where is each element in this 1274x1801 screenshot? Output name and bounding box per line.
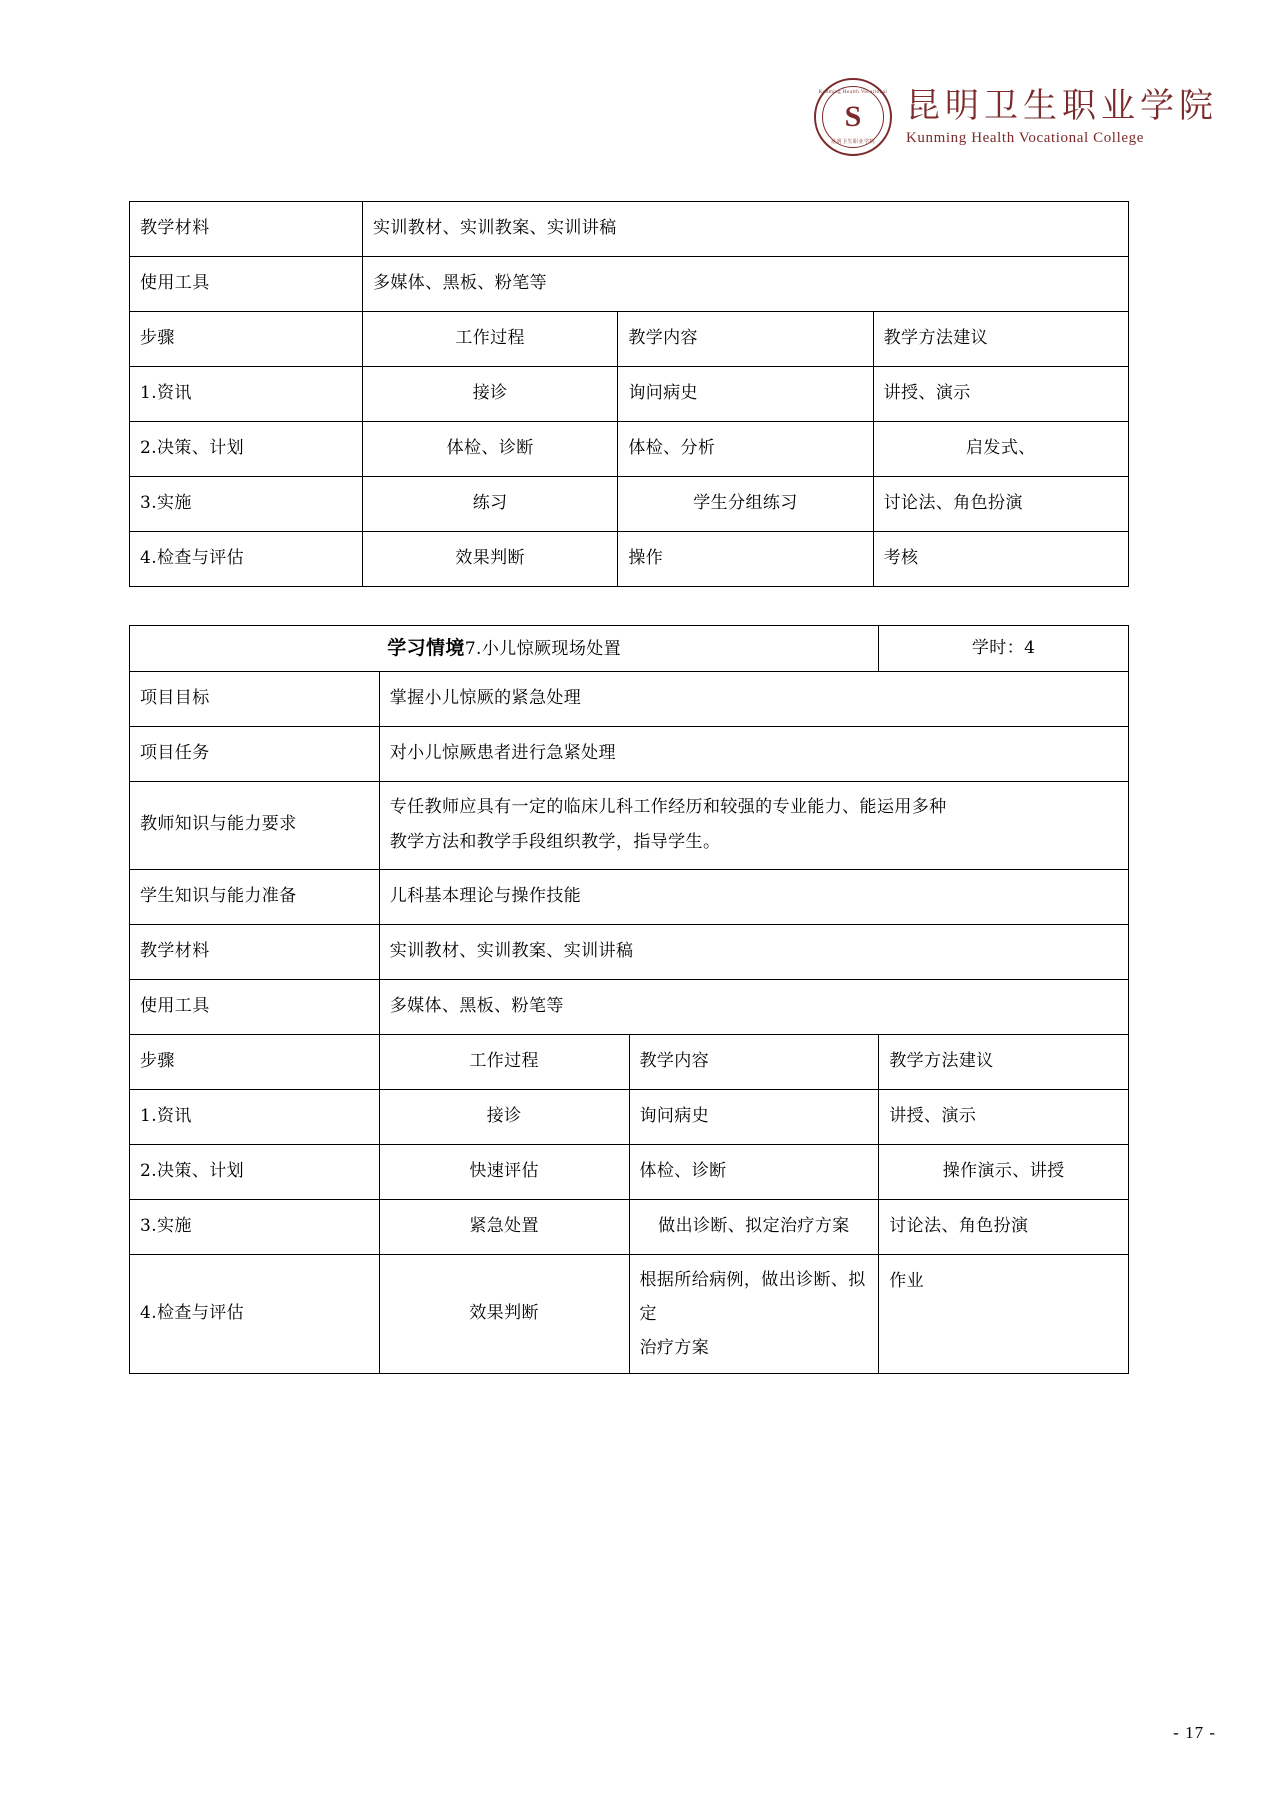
teacher-req-line-2: 教学方法和教学手段组织教学，指导学生。 xyxy=(389,832,721,853)
cell-student-prep-label: 学生知识与能力准备 xyxy=(130,869,380,924)
cell-step-method: 启发式、 xyxy=(873,422,1128,477)
cell-step-content: 询问病史 xyxy=(618,367,873,422)
table-header-row xyxy=(130,312,1129,367)
table-row xyxy=(130,1089,1129,1144)
cell-materials-label: 教学材料 xyxy=(130,202,363,257)
cell-step-label: 2.决策、计划 xyxy=(130,422,363,477)
hours-value: 4 xyxy=(1024,637,1036,658)
college-logo xyxy=(814,78,1218,156)
step-content-line-2: 治疗方案 xyxy=(639,1337,710,1358)
situation-title-prefix: 学习情境 xyxy=(387,637,465,659)
table-title-row xyxy=(130,626,1129,672)
cell-step-label: 2.决策、计划 xyxy=(130,1144,380,1199)
table-row xyxy=(130,257,1129,312)
cell-step-header-content: 教学内容 xyxy=(629,1034,879,1089)
table-row xyxy=(130,781,1129,869)
cell-step-process: 练习 xyxy=(363,477,618,532)
cell-step-header-label: 步骤 xyxy=(130,312,363,367)
cell-student-prep-value: 儿科基本理论与操作技能 xyxy=(379,869,1128,924)
table-row xyxy=(130,869,1129,924)
cell-step-method: 讨论法、角色扮演 xyxy=(879,1199,1129,1254)
table-row xyxy=(130,671,1129,726)
cell-tools-value: 多媒体、黑板、粉笔等 xyxy=(363,257,1129,312)
situation-title-main: 7.小儿惊厥现场处置 xyxy=(464,639,622,659)
cell-step-process: 紧急处置 xyxy=(379,1199,629,1254)
cell-step-header-method: 教学方法建议 xyxy=(873,312,1128,367)
cell-objective-label: 项目目标 xyxy=(130,671,380,726)
cell-step-process: 接诊 xyxy=(363,367,618,422)
cell-step-process: 快速评估 xyxy=(379,1144,629,1199)
cell-step-header-label: 步骤 xyxy=(130,1034,380,1089)
table-row xyxy=(130,726,1129,781)
cell-step-label: 1.资讯 xyxy=(130,367,363,422)
seal-ring-top-text: Kunming Health Vocational xyxy=(818,90,888,95)
cell-step-process: 效果判断 xyxy=(363,532,618,587)
cell-step-content: 询问病史 xyxy=(629,1089,879,1144)
cell-step-header-process: 工作过程 xyxy=(363,312,618,367)
page-number: - 17 - xyxy=(1173,1723,1216,1742)
teacher-req-line-1: 专任教师应具有一定的临床儿科工作经历和较强的专业能力、能运用多种 xyxy=(389,796,947,817)
table-row xyxy=(130,1144,1129,1199)
cell-step-content xyxy=(629,1254,879,1373)
cell-step-content: 学生分组练习 xyxy=(618,477,873,532)
cell-step-content: 体检、诊断 xyxy=(629,1144,879,1199)
table-row xyxy=(130,1199,1129,1254)
table-row xyxy=(130,202,1129,257)
cell-step-label: 4.检查与评估 xyxy=(130,1254,380,1373)
cell-tools-value: 多媒体、黑板、粉笔等 xyxy=(379,979,1128,1034)
cell-step-label: 3.实施 xyxy=(130,1199,380,1254)
cell-step-method: 讲授、演示 xyxy=(873,367,1128,422)
college-name-en: Kunming Health Vocational College xyxy=(906,130,1144,147)
table-learning-situation-continued xyxy=(129,201,1129,587)
cell-tools-label: 使用工具 xyxy=(130,257,363,312)
table-row xyxy=(130,532,1129,587)
step-content-line-1: 根据所给病例，做出诊断、拟定 xyxy=(639,1269,866,1324)
cell-step-label: 3.实施 xyxy=(130,477,363,532)
cell-step-header-content: 教学内容 xyxy=(618,312,873,367)
seal-letter: S xyxy=(844,100,862,133)
logo-wordmark xyxy=(906,87,1218,147)
cell-objective-value: 掌握小儿惊厥的紧急处理 xyxy=(379,671,1128,726)
table-row xyxy=(130,477,1129,532)
cell-hours xyxy=(879,626,1129,672)
table-row xyxy=(130,924,1129,979)
cell-tools-label: 使用工具 xyxy=(130,979,380,1034)
cell-situation-title xyxy=(130,626,879,672)
cell-task-label: 项目任务 xyxy=(130,726,380,781)
cell-task-value: 对小儿惊厥患者进行急紧处理 xyxy=(379,726,1128,781)
cell-step-process: 接诊 xyxy=(379,1089,629,1144)
cell-step-content: 操作 xyxy=(618,532,873,587)
cell-step-method: 考核 xyxy=(873,532,1128,587)
cell-step-label: 1.资讯 xyxy=(130,1089,380,1144)
cell-teacher-req-value xyxy=(379,781,1128,869)
cell-step-method: 作业 xyxy=(879,1254,1129,1373)
hours-label: 学时： xyxy=(971,637,1025,658)
cell-step-header-process: 工作过程 xyxy=(379,1034,629,1089)
cell-step-process: 体检、诊断 xyxy=(363,422,618,477)
cell-step-content: 体检、分析 xyxy=(618,422,873,477)
seal-ring-bottom-text: 昆明卫生职业学院 xyxy=(830,140,876,145)
college-seal-icon xyxy=(814,78,892,156)
table-learning-situation-7 xyxy=(129,625,1129,1374)
cell-step-label: 4.检查与评估 xyxy=(130,532,363,587)
cell-materials-label: 教学材料 xyxy=(130,924,380,979)
cell-step-process: 效果判断 xyxy=(379,1254,629,1373)
table-row xyxy=(130,367,1129,422)
cell-step-content: 做出诊断、拟定治疗方案 xyxy=(629,1199,879,1254)
cell-teacher-req-label: 教师知识与能力要求 xyxy=(130,781,380,869)
table-row xyxy=(130,1254,1129,1373)
cell-step-method: 讲授、演示 xyxy=(879,1089,1129,1144)
cell-step-method: 讨论法、角色扮演 xyxy=(873,477,1128,532)
college-name-cn: 昆明卫生职业学院 xyxy=(906,85,1218,126)
table-row xyxy=(130,422,1129,477)
cell-materials-value: 实训教材、实训教案、实训讲稿 xyxy=(363,202,1129,257)
table-header-row xyxy=(130,1034,1129,1089)
cell-step-header-method: 教学方法建议 xyxy=(879,1034,1129,1089)
table-row xyxy=(130,979,1129,1034)
cell-materials-value: 实训教材、实训教案、实训讲稿 xyxy=(379,924,1128,979)
cell-step-method: 操作演示、讲授 xyxy=(879,1144,1129,1199)
